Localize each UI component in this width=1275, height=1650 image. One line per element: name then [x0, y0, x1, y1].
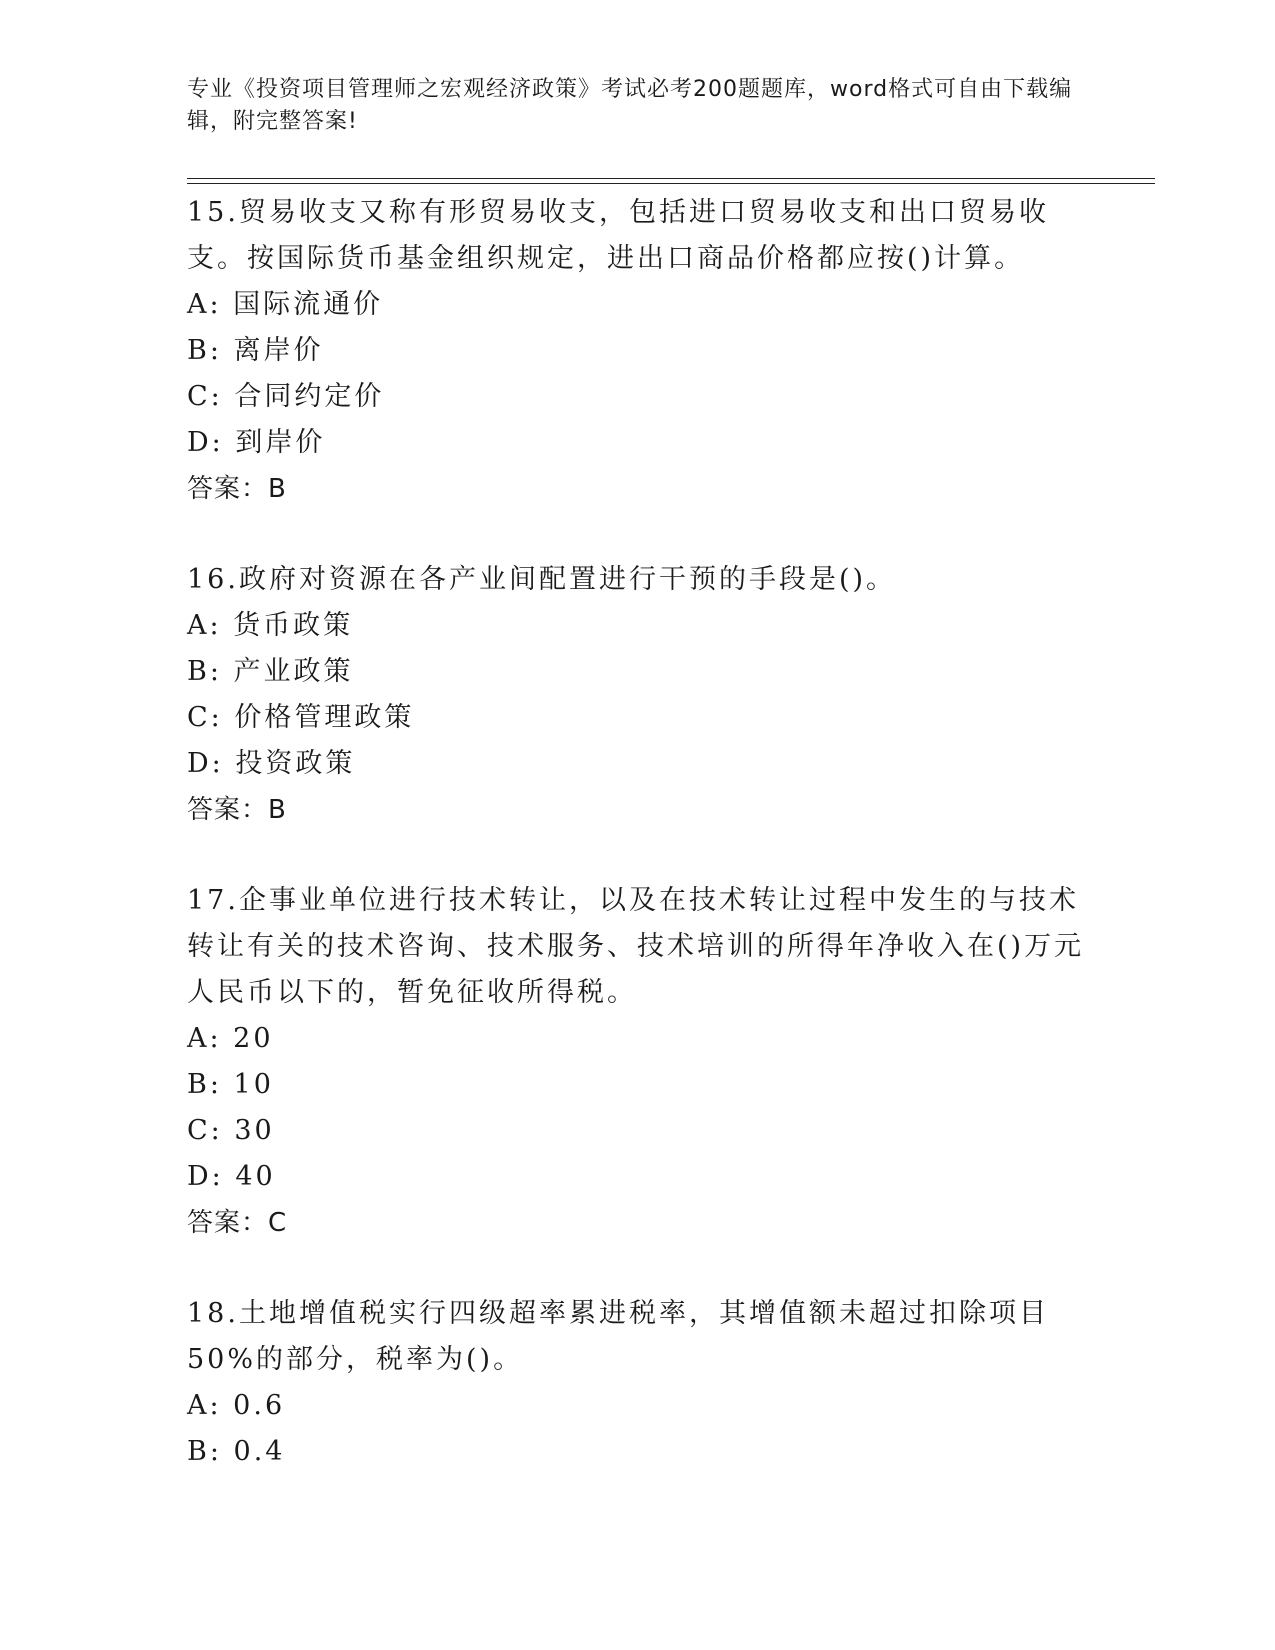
question-list: [187, 190, 1087, 1520]
option-a: A: 20: [187, 1023, 274, 1054]
header-divider-bottom: [187, 183, 1155, 184]
question-18: [187, 1291, 1087, 1475]
header-divider-top: [187, 178, 1155, 179]
option-a: A: 国际流通价: [187, 289, 384, 320]
question-stem: 16.政府对资源在各产业间配置进行干预的手段是()。: [187, 564, 897, 595]
option-c: C: 合同约定价: [187, 381, 385, 412]
question-15: [187, 190, 1087, 512]
answer-line: 答案：B: [187, 795, 287, 825]
option-b: B: 离岸价: [187, 335, 324, 366]
option-d: D: 到岸价: [187, 427, 326, 458]
option-b: B: 10: [187, 1069, 274, 1100]
question-stem: 17.企事业单位进行技术转让，以及在技术转让过程中发生的与技术转让有关的技术咨询、技术服务、技术培训的所得年净收入在()万元人民币以下的，暂免征收所得税。: [187, 885, 1085, 1008]
document-header: 专业《投资项目管理师之宏观经济政策》考试必考200题题库，word格式可自由下载编辑，附完整答案!: [187, 77, 1073, 134]
answer-line: 答案：C: [187, 1208, 288, 1238]
answer-line: 答案：B: [187, 474, 287, 504]
question-stem: 15.贸易收支又称有形贸易收支，包括进口贸易收支和出口贸易收支。按国际货币基金组织规定，进出口商品价格都应按()计算。: [187, 197, 1049, 274]
option-d: D: 40: [187, 1161, 276, 1192]
option-b: B: 0.4: [187, 1436, 286, 1467]
option-a: A: 货币政策: [187, 610, 354, 641]
question-stem: 18.土地增值税实行四级超率累进税率，其增值额未超过扣除项目50%的部分，税率为()。: [187, 1298, 1049, 1375]
question-16: [187, 557, 1087, 833]
option-b: B: 产业政策: [187, 656, 354, 687]
question-17: [187, 878, 1087, 1246]
option-c: C: 价格管理政策: [187, 702, 415, 733]
option-c: C: 30: [187, 1115, 275, 1146]
option-d: D: 投资政策: [187, 748, 356, 779]
option-a: A: 0.6: [187, 1390, 286, 1421]
